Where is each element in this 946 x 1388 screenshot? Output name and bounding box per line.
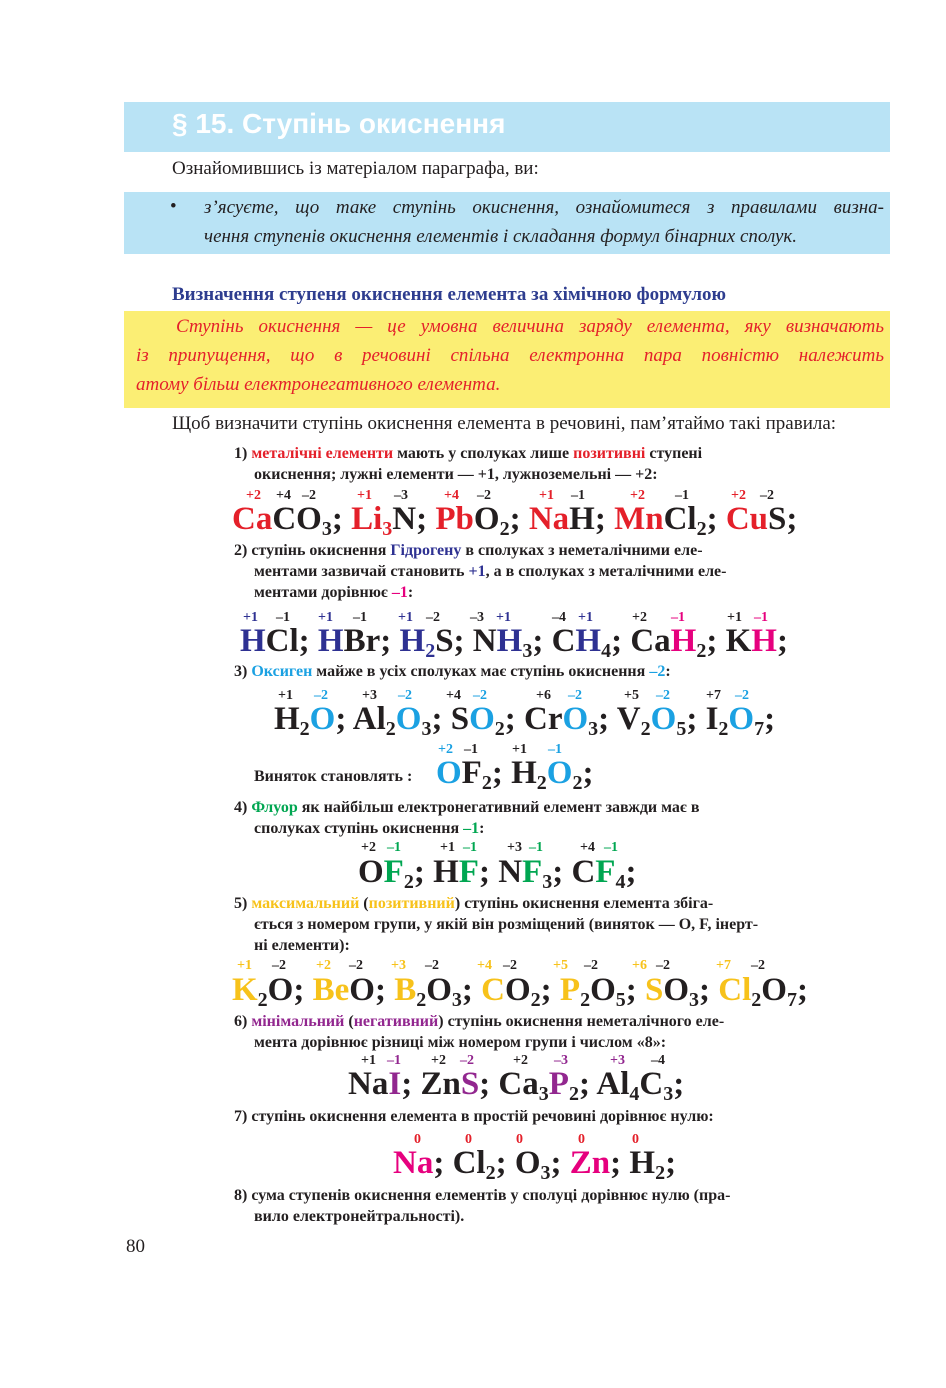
rule-1-line-1: 1) металічні елементи мають у сполуках лише позитивні ступені	[234, 445, 703, 462]
ox-number: +1	[243, 610, 258, 625]
ox-number: +2	[246, 488, 261, 503]
ox-number: +2	[731, 488, 746, 503]
formula-row-1: CaCO$_3$; $Li_3N$; PbO$_2$; NaH; MnCl$_2$; CuS;	[232, 501, 798, 540]
ox-number: –1	[675, 488, 689, 503]
ox-number: 0	[465, 1132, 472, 1147]
formula-row-5: $K_2O$; BeO; $B_2O_3$; $CO_2$; $P_2O_5$; $SO_3$; $Cl_2O_7$;	[232, 972, 808, 1011]
ox-number: –4	[651, 1053, 665, 1068]
rule-2-line-1: 2) ступінь окиснення Гідрогену в сполуках з неметалічними еле-	[234, 542, 703, 559]
ox-number: +4	[477, 958, 492, 973]
rule-4-line-2: сполуках ступінь окиснення –1:	[254, 820, 485, 837]
formula-row-3: $H_2O$; $Al_2O_3$; $SO_2$; CrO$_3$; $V_2O_5$; $I_2O_7$;	[274, 701, 776, 740]
ox-number: –2	[751, 958, 765, 973]
ox-number: +1	[278, 688, 293, 703]
ox-number: +3	[362, 688, 377, 703]
formula-row-3b: $OF_2$; $H_2O_2$;	[436, 755, 594, 794]
rule-2-highlight-hydrogen: Гідрогену	[390, 542, 462, 559]
page-number: 80	[126, 1236, 145, 1257]
rule-5-highlight-maximal: максимальний	[251, 895, 360, 912]
ox-number: –1	[387, 1053, 401, 1068]
ox-number: –2	[314, 688, 328, 703]
rule-8-line-1: 8) сума ступенів окиснення елементів у сполуці дорівнює нулю (пра-	[234, 1187, 731, 1204]
ox-number: –3	[394, 488, 408, 503]
ox-number: –1	[387, 840, 401, 855]
ox-number: +5	[553, 958, 568, 973]
ox-number: +2	[361, 840, 376, 855]
ox-number: +1	[578, 610, 593, 625]
page-title: § 15. Ступінь окиснення	[172, 108, 506, 139]
ox-number: +3	[391, 958, 406, 973]
ox-number: –1	[353, 610, 367, 625]
ox-number: –1	[754, 610, 768, 625]
ox-number: +2	[632, 610, 647, 625]
ox-number: –1	[571, 488, 585, 503]
ox-number: +5	[624, 688, 639, 703]
rule-3-line-1: 3) Оксиген майже в усіх сполуках має ступінь окиснення –2:	[234, 663, 671, 680]
rule-2-line-2: ментами зазвичай становить +1, а в сполуках з металічними еле-	[254, 563, 727, 580]
ox-number: +7	[706, 688, 721, 703]
ox-number: –2	[349, 958, 363, 973]
ox-number: +1	[357, 488, 372, 503]
rule-8-line-2: вило електронейтральності).	[254, 1208, 465, 1225]
ox-number: –2	[568, 688, 582, 703]
ox-number: –2	[656, 958, 670, 973]
ox-number: +4	[276, 488, 291, 503]
bullet-icon: •	[170, 196, 177, 217]
rule-5-line-2: ється з номером групи, у якій він розміщений (виняток — O, F, інерт-	[254, 916, 759, 933]
ox-number: +6	[536, 688, 551, 703]
intro-text: Ознайомившись із матеріалом параграфа, ви:	[172, 158, 539, 179]
ox-number: 0	[516, 1132, 523, 1147]
ox-number: +1	[318, 610, 333, 625]
rule-4-highlight-fluorine: Флуор	[251, 799, 298, 816]
formula-row-4: $OF_2$; HF; $NF_3$; $CF_4$;	[358, 854, 637, 893]
rule-6-line-2: мента дорівнює різниці між номером групи і числом «8»:	[254, 1034, 667, 1051]
ox-number: –3	[470, 610, 484, 625]
ox-number: +4	[446, 688, 461, 703]
ox-number: +2	[431, 1053, 446, 1068]
rule-2-line-3: ментами дорівнює –1:	[254, 584, 414, 601]
formula-row-6: NaI; ZnS; $Ca_3P_2$; $Al_4C_3$;	[348, 1066, 685, 1105]
ox-number: +1	[539, 488, 554, 503]
ox-number: +3	[610, 1053, 625, 1068]
ox-number: –2	[656, 688, 670, 703]
ox-number: +1	[496, 610, 511, 625]
ox-number: +7	[716, 958, 731, 973]
exception-label: Виняток становлять :	[254, 768, 413, 785]
rule-7: 7) ступінь окиснення елемента в простій речовині дорівнює нулю:	[234, 1108, 714, 1125]
ox-number: –2	[473, 688, 487, 703]
ox-number: +1	[237, 958, 252, 973]
ox-number: –1	[671, 610, 685, 625]
ox-number: +2	[513, 1053, 528, 1068]
ox-number: +4	[444, 488, 459, 503]
ox-number: –2	[760, 488, 774, 503]
ox-number: –2	[477, 488, 491, 503]
ox-number: –2	[503, 958, 517, 973]
ox-number: 0	[414, 1132, 421, 1147]
definition-line-2: із припущення, що в речовині спільна електронна пара повністю належить	[136, 345, 884, 366]
definition-line-3: атому більш електронегативного елемента.	[136, 374, 501, 395]
ox-number: –4	[552, 610, 566, 625]
ox-number: –2	[425, 958, 439, 973]
rule-5-line-1: 5) максимальний (позитивний) ступінь окиснення елемента збіга-	[234, 895, 714, 912]
ox-number: –1	[548, 742, 562, 757]
ox-number: +6	[632, 958, 647, 973]
ox-number: –2	[302, 488, 316, 503]
rule-1-highlight-metals: металічні елементи	[251, 445, 394, 462]
rule-4-line-1: 4) Флуор як найбільш електронегативний елемент завжди має в	[234, 799, 700, 816]
ox-number: –2	[426, 610, 440, 625]
ox-number: –2	[272, 958, 286, 973]
rule-5-line-3: ні елементи):	[254, 937, 350, 954]
ox-number: –2	[584, 958, 598, 973]
ox-number: +1	[440, 840, 455, 855]
ox-number: +2	[630, 488, 645, 503]
rule-6-highlight-minimal: мінімальний	[251, 1013, 345, 1030]
ox-number: +3	[507, 840, 522, 855]
ox-number: –3	[554, 1053, 568, 1068]
formula-row-7: Na; $Cl_2$; $O_3$; Zn; $H_2$;	[393, 1145, 677, 1184]
ox-number: –2	[735, 688, 749, 703]
ox-number: +1	[361, 1053, 376, 1068]
ox-number: 0	[578, 1132, 585, 1147]
section-subheading: Визначення ступеня окиснення елемента за хімічною формулою	[172, 284, 727, 305]
ox-number: –1	[463, 840, 477, 855]
rule-1-highlight-positive: позитивні	[573, 445, 646, 462]
definition-line-1: Ступінь окиснення — це умовна величина заряду елемента, яку визначають	[176, 316, 884, 337]
formula-row-2: HCl; HBr; $H_2S$; $NH_3$; $CH_4$; CaH$_2$; KH;	[240, 623, 788, 662]
ox-number: +1	[398, 610, 413, 625]
ox-number: +4	[580, 840, 595, 855]
ox-number: +1	[512, 742, 527, 757]
ox-number: +2	[438, 742, 453, 757]
ox-number: –1	[464, 742, 478, 757]
rules-intro: Щоб визначити ступінь окиснення елемента в речовині, пам’ятаймо такі правила:	[172, 413, 837, 434]
ox-number: –2	[460, 1053, 474, 1068]
ox-number: –1	[276, 610, 290, 625]
ox-number: +2	[316, 958, 331, 973]
ox-number: –2	[398, 688, 412, 703]
ox-number: –1	[604, 840, 618, 855]
goal-line-2: чення ступенів окиснення елементів і складання формул бінарних сполук.	[204, 226, 798, 247]
rule-3-highlight-oxygen: Оксиген	[251, 663, 313, 680]
rule-6-line-1: 6) мінімальний (негативний) ступінь окиснення неметалічного еле-	[234, 1013, 725, 1030]
ox-number: 0	[632, 1132, 639, 1147]
ox-number: +1	[727, 610, 742, 625]
ox-number: –1	[529, 840, 543, 855]
rule-1-line-2: окиснення; лужні елементи — +1, лужноземельні — +2:	[254, 466, 658, 483]
goal-line-1: з’ясуєте, що таке ступінь окиснення, ознайомитеся з правилами визна-	[204, 197, 884, 218]
